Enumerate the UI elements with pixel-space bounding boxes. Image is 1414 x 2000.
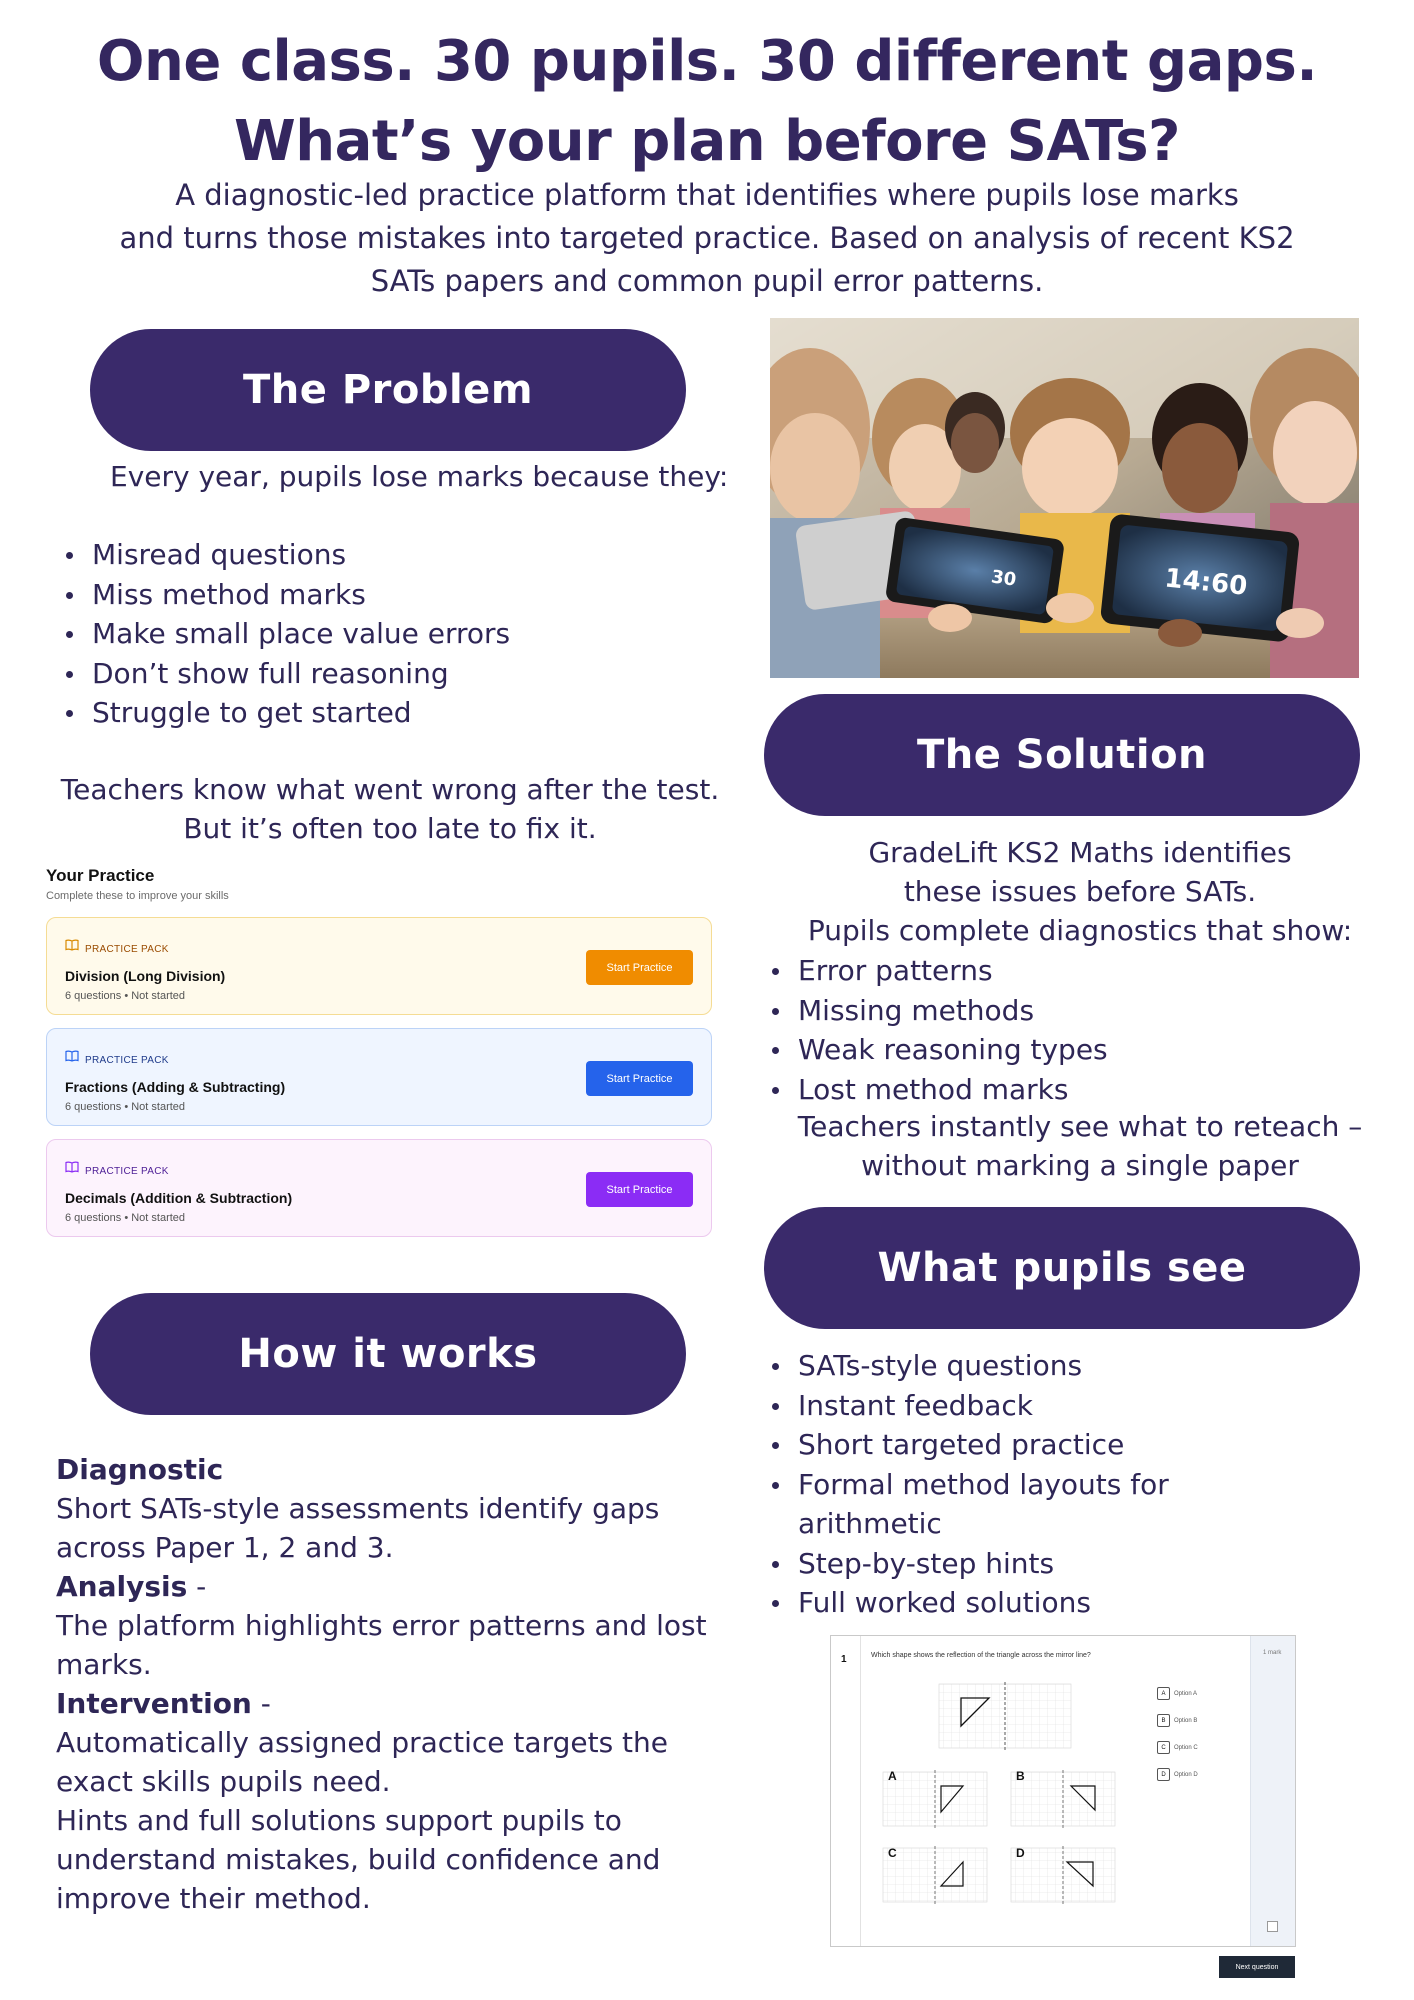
option-b[interactable] [1157, 1707, 1198, 1734]
answer-label-a: A [888, 1769, 897, 1783]
start-practice-button[interactable]: Start Practice [586, 1172, 693, 1207]
options-list [1157, 1680, 1198, 1788]
practice-card-division [46, 917, 712, 1015]
card-name: Division (Long Division) [65, 968, 226, 984]
option-b-box: B [1157, 1714, 1170, 1727]
classroom-illustration [770, 318, 1359, 678]
card-tag: PRACTICE PACK [85, 1166, 169, 1177]
card-name: Decimals (Addition & Subtraction) [65, 1190, 293, 1206]
option-a-label: Option A [1174, 1690, 1198, 1697]
start-practice-button[interactable]: Start Practice [586, 950, 693, 985]
card-meta: 6 questions • Not started [65, 1212, 186, 1224]
analysis-label: Analysis [56, 1570, 188, 1603]
closing-line: But it’s often too late to fix it. [183, 812, 597, 845]
analysis-suffix: - [187, 1570, 207, 1603]
option-b-label: Option B [1174, 1717, 1198, 1724]
question-text: Which shape shows the reflection of the triangle across the mirror line? [871, 1652, 1091, 1659]
children-with-tablets-photo [770, 318, 1359, 678]
how-line: Hints and full solutions support pupils to [56, 1804, 622, 1837]
list-item: Short targeted practice [764, 1425, 1384, 1465]
answer-label-d: D [1016, 1846, 1025, 1860]
solution-closing-line: without marking a single paper [861, 1149, 1299, 1182]
solution-closing-line: Teachers instantly see what to reteach – [797, 1110, 1363, 1143]
pupils-heading: What pupils see [764, 1207, 1360, 1329]
problem-closing [30, 770, 750, 848]
how-content [56, 1450, 756, 1918]
tablet-time-2: 30 [989, 566, 1018, 591]
solution-intro-line: GradeLift KS2 Maths identifies [868, 836, 1292, 869]
how-line: marks. [56, 1648, 152, 1681]
how-line: Short SATs-style assessments identify gaps [56, 1492, 660, 1525]
reflection-grids [831, 1636, 1297, 1948]
how-line: Automatically assigned practice targets the [56, 1726, 669, 1759]
problem-list [58, 535, 738, 733]
intro-text [40, 174, 1374, 303]
list-item: Missing methods [764, 991, 1384, 1031]
option-c-label: Option C [1174, 1744, 1198, 1751]
list-item: Don’t show full reasoning [58, 654, 738, 694]
question-number: 1 [841, 1654, 847, 1665]
card-tag: PRACTICE PACK [85, 1055, 169, 1066]
practice-subtitle: Complete these to improve your skills [46, 890, 229, 902]
book-icon [65, 939, 79, 951]
list-item: Weak reasoning types [764, 1030, 1384, 1070]
problem-lead: Every year, pupils lose marks because they: [110, 460, 729, 493]
pupils-list [764, 1346, 1384, 1623]
list-item: Formal method layouts for [764, 1465, 1384, 1505]
intervention-label: Intervention [56, 1687, 252, 1720]
intro-line: and turns those mistakes into targeted practice. Based on analysis of recent KS2 [119, 221, 1295, 255]
option-d[interactable] [1157, 1761, 1198, 1788]
intro-line: SATs papers and common pupil error patterns. [370, 264, 1044, 298]
list-item: Lost method marks [764, 1070, 1384, 1110]
list-item: Step-by-step hints [764, 1544, 1384, 1584]
diagnostic-label: Diagnostic [56, 1453, 224, 1486]
option-a[interactable] [1157, 1680, 1198, 1707]
practice-card-decimals [46, 1139, 712, 1237]
next-question-button[interactable]: Next question [1219, 1956, 1295, 1978]
question-marks: 1 mark [1263, 1650, 1282, 1656]
list-item: SATs-style questions [764, 1346, 1384, 1386]
tablet-right [1100, 513, 1300, 642]
problem-heading: The Problem [90, 329, 686, 451]
how-line: The platform highlights error patterns and lost [56, 1609, 707, 1642]
card-tag: PRACTICE PACK [85, 944, 169, 955]
list-item: Full worked solutions [764, 1583, 1384, 1623]
list-item: Make small place value errors [58, 614, 738, 654]
list-item: Miss method marks [58, 575, 738, 615]
intro-line: A diagnostic-led practice platform that identifies where pupils lose marks [175, 178, 1239, 212]
card-meta: 6 questions • Not started [65, 1101, 186, 1113]
card-meta: 6 questions • Not started [65, 990, 186, 1002]
how-heading: How it works [90, 1293, 686, 1415]
closing-line: Teachers know what went wrong after the test. [60, 773, 720, 806]
option-a-box: A [1157, 1687, 1170, 1700]
list-item: Misread questions [58, 535, 738, 575]
answer-label-b: B [1016, 1769, 1025, 1783]
list-item: arithmetic [798, 1507, 942, 1540]
solution-list [764, 951, 1384, 1109]
answer-label-c: C [888, 1846, 897, 1860]
option-d-box: D [1157, 1768, 1170, 1781]
practice-title: Your Practice [46, 866, 155, 885]
solution-heading: The Solution [764, 694, 1360, 816]
question-widget [830, 1635, 1296, 1947]
how-line: improve their method. [56, 1882, 371, 1915]
option-c-box: C [1157, 1741, 1170, 1754]
list-item: Error patterns [764, 951, 1384, 991]
option-c[interactable] [1157, 1734, 1198, 1761]
book-icon [65, 1050, 79, 1062]
list-item: Instant feedback [764, 1386, 1384, 1426]
card-name: Fractions (Adding & Subtracting) [65, 1079, 286, 1095]
solution-intro-line: these issues before SATs. [903, 875, 1257, 908]
solution-intro [760, 833, 1400, 950]
solution-closing [760, 1107, 1400, 1185]
practice-card-fractions [46, 1028, 712, 1126]
how-line: exact skills pupils need. [56, 1765, 391, 1798]
headline-line-2: What’s your plan before SATs? [233, 109, 1181, 174]
list-item: Struggle to get started [58, 693, 738, 733]
book-icon [65, 1161, 79, 1173]
intervention-suffix: - [251, 1687, 271, 1720]
tablet-time: 14:60 [1163, 563, 1249, 602]
how-line: understand mistakes, build confidence and [56, 1843, 661, 1876]
option-d-label: Option D [1174, 1771, 1198, 1778]
start-practice-button[interactable]: Start Practice [586, 1061, 693, 1096]
headline-line-1: One class. 30 pupils. 30 different gaps. [96, 29, 1318, 94]
solution-intro-line: Pupils complete diagnostics that show: [807, 914, 1353, 947]
how-line: across Paper 1, 2 and 3. [56, 1531, 394, 1564]
